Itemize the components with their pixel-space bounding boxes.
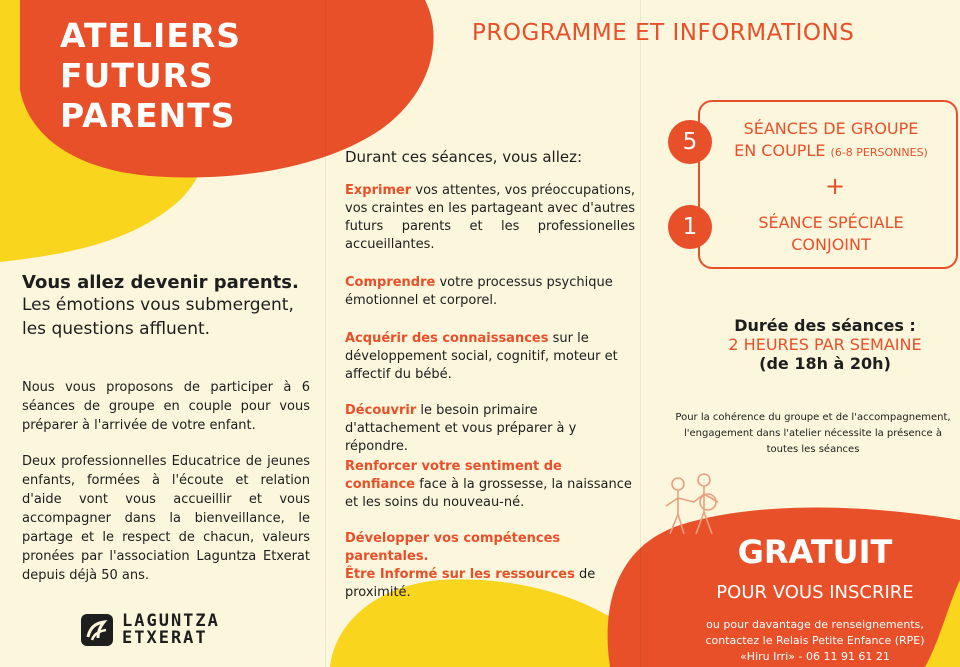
fold-line-1 (325, 0, 326, 667)
item-highlight: Acquérir des connaissances (345, 331, 549, 346)
contact-line-3: «Hiru Irri» - 06 11 91 61 21 (740, 650, 890, 663)
list-item (345, 458, 635, 512)
item-highlight: Découvrir (345, 403, 417, 418)
title-line-3: PARENTS (60, 96, 236, 135)
team-paragraph: Deux professionnelles Educatrice de jeunes enfants, formées à l'écoute et relation d'aide vont vous accueillir et vous accompagner dans la bienveillance, le partage et le respect de chacun, valeurs pronées par l'association Laguntza Etxerat depuis déjà 50 ans. (22, 454, 310, 583)
item-text: vos attentes, vos préoccupations, vos craintes en les partageant avec d'autres futurs parents et les professionelles accueillantes. (345, 183, 635, 252)
item-highlight: Être Informé sur les ressources (345, 567, 575, 582)
box1-line-2: EN COUPLE (734, 141, 826, 160)
free-title: GRATUIT (737, 533, 893, 571)
item-highlight: Renforcer votre sentiment de confiance (345, 459, 562, 492)
duration-block (690, 316, 960, 373)
lead-line-2: Les émotions vous submergent, (22, 295, 294, 315)
list-item (345, 402, 635, 456)
contact-block (680, 617, 950, 665)
logo-line-2: ETXERAT (122, 628, 208, 648)
list-item (345, 530, 635, 566)
laguntza-logo-icon (80, 613, 114, 647)
title-line-1: ATELIERS (60, 16, 242, 55)
lead-block (22, 272, 312, 341)
plus-sign: + (825, 172, 846, 200)
group-sessions-text (712, 118, 950, 164)
special-session-text (712, 212, 950, 256)
list-item (345, 182, 635, 254)
item-text: de proximité. (345, 567, 596, 600)
contact-line-1: ou pour davantage de renseignements, (706, 618, 924, 631)
list-item (345, 274, 635, 310)
item-text: votre processus psychique émotionnel et corporel. (345, 275, 613, 308)
lead-line-3: les questions affluent. (22, 319, 211, 339)
contact-line-2: contactez le Relais Petite Enfance (RPE) (705, 634, 925, 647)
fold-line-2 (640, 0, 641, 667)
box1-line-1: SÉANCES DE GROUPE (743, 119, 919, 138)
item-text: le besoin primaire d'attachement et vous préparer à y répondre. (345, 403, 577, 454)
badge-one: 1 (668, 205, 712, 249)
register-label: POUR VOUS INSCRIRE (716, 582, 914, 603)
logo (80, 613, 220, 647)
list-item (345, 566, 635, 602)
main-title (60, 16, 241, 136)
badge-five: 5 (668, 120, 712, 164)
duration-label: Durée des séances : (734, 316, 916, 335)
item-text: sur le développement social, cognitif, moteur et affectif du bébé. (345, 331, 618, 382)
item-highlight: Comprendre (345, 275, 436, 290)
middle-heading: Durant ces séances, vous allez: (345, 148, 583, 166)
box1-small: (6-8 PERSONNES) (830, 146, 928, 159)
intro-paragraph: Nous vous proposons de participer à 6 séances de groupe en couple pour vous préparer à l'arrivée de votre enfant. (22, 380, 310, 433)
lead-bold: Vous allez devenir parents. (22, 272, 299, 293)
duration-hours: (de 18h à 20h) (759, 354, 891, 373)
title-line-2: FUTURS (60, 56, 214, 95)
item-highlight: Exprimer (345, 183, 412, 198)
duration-value: 2 HEURES PAR SEMAINE (728, 335, 922, 354)
parents-drawing-icon (660, 472, 740, 542)
logo-line-1: LAGUNTZA (122, 611, 220, 631)
item-highlight: Développer vos compétences parentales. (345, 531, 561, 564)
program-title: PROGRAMME ET INFORMATIONS (472, 20, 855, 46)
box2-line-1: SÉANCE SPÉCIALE (758, 213, 904, 232)
box1-line-2-wrap (712, 140, 950, 164)
attendance-note: Pour la cohérence du groupe et de l'accompagnement, l'engagement dans l'atelier nécessite la présence à toutes les séances (675, 412, 951, 455)
item-text: face à la grossesse, la naissance et les soins du nouveau-né. (345, 477, 632, 510)
box2-line-2: CONJOINT (791, 235, 871, 254)
list-item (345, 330, 635, 384)
